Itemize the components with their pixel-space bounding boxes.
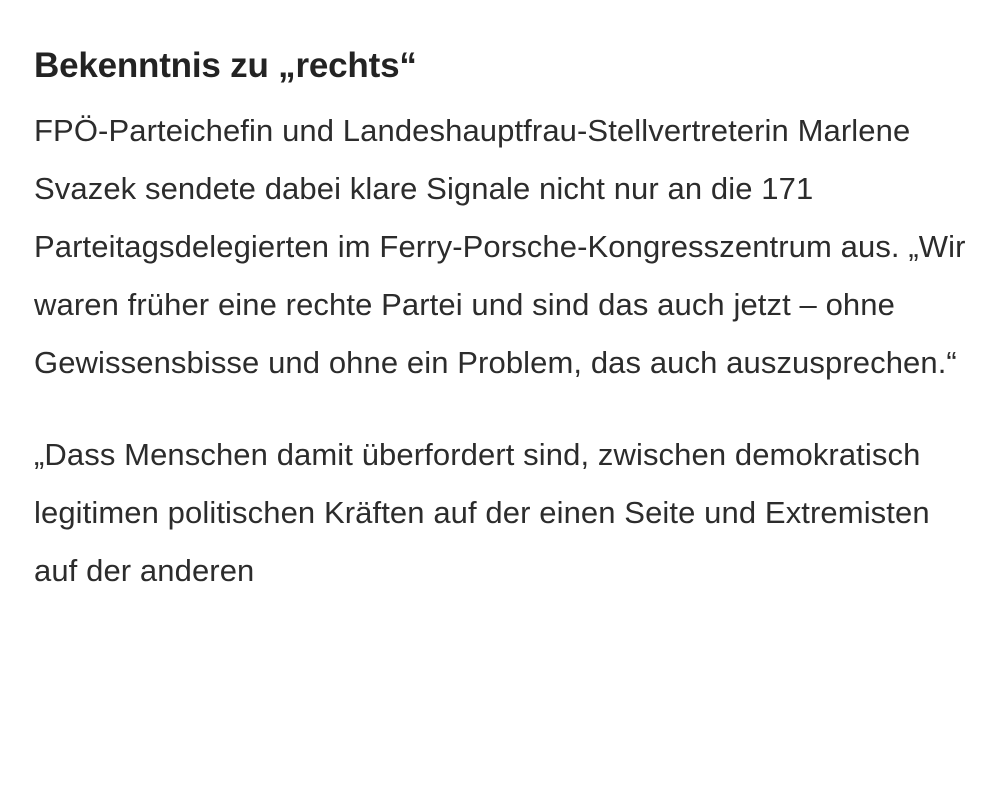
article-paragraph: FPÖ-Parteichefin und Landeshauptfrau-Stellvertreterin Marlene Svazek sendete dabei klare Signale nicht nur an die 171 Parteitagsdelegierten im Ferry-Porsche-Kongresszentrum aus. „Wir waren früher eine rechte Partei und sind das auch jetzt – ohne Gewissensbisse und ohne ein Problem, das auch auszusprechen.“ (34, 113, 966, 380)
article-heading: Bekenntnis zu „rechts“ (34, 46, 417, 85)
article-paragraph: „Dass Menschen damit überfordert sind, zwischen demokratisch legitimen politischen Kräften auf der einen Seite und Extremisten auf der anderen (34, 437, 930, 588)
